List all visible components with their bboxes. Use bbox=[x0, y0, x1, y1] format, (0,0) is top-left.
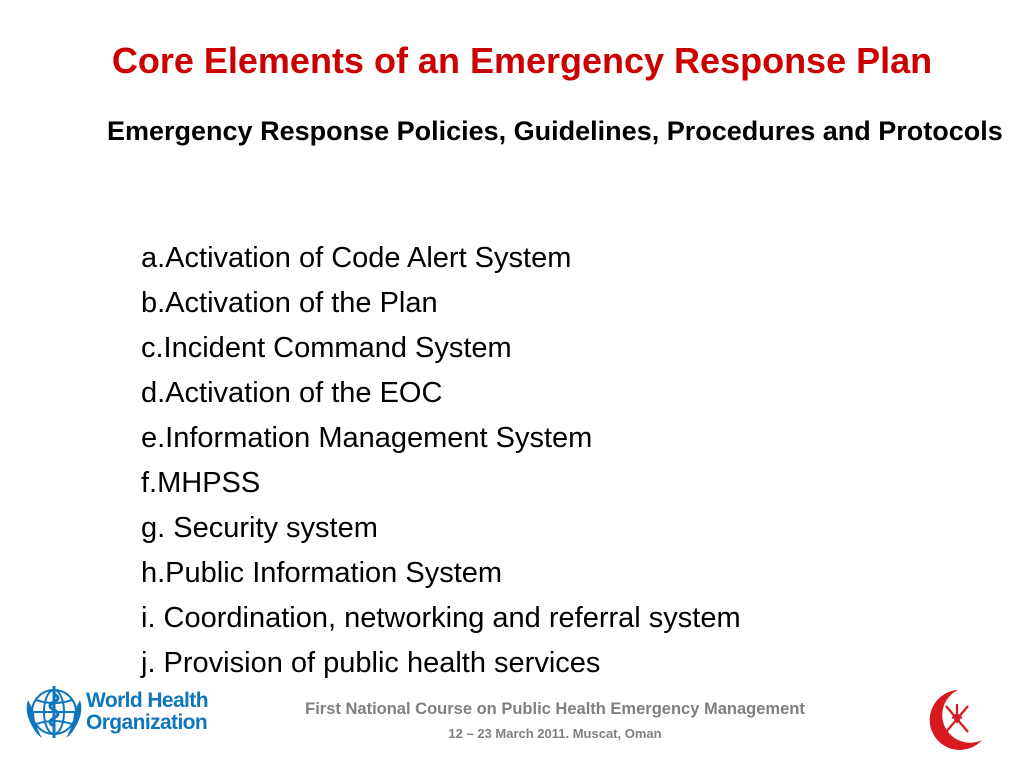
list-item: b.Activation of the Plan bbox=[141, 287, 438, 319]
bullet-list bbox=[141, 236, 741, 686]
slide-title: Core Elements of an Emergency Response Plan bbox=[111, 40, 933, 81]
list-item: f.MHPSS bbox=[141, 467, 261, 499]
who-logo-text: World Health Organization bbox=[86, 689, 208, 734]
footer-course-title: First National Course on Public Health Emergency Management bbox=[305, 700, 805, 718]
slide-subtitle: Emergency Response Policies, Guidelines, Procedures and Protocols bbox=[107, 116, 1003, 146]
footer-dates: 12 – 23 March 2011. Muscat, Oman bbox=[448, 726, 662, 741]
list-item: d.Activation of the EOC bbox=[141, 377, 443, 409]
list-item: g. Security system bbox=[141, 512, 378, 544]
list-item: c.Incident Command System bbox=[141, 332, 512, 364]
list-item: a.Activation of Code Alert System bbox=[141, 242, 572, 274]
list-item: j. Provision of public health services bbox=[141, 647, 601, 679]
list-item: e.Information Management System bbox=[141, 422, 593, 454]
list-item: h.Public Information System bbox=[141, 557, 503, 589]
red-crescent-emblem-icon bbox=[912, 684, 994, 754]
list-item: i. Coordination, networking and referral system bbox=[141, 602, 741, 634]
